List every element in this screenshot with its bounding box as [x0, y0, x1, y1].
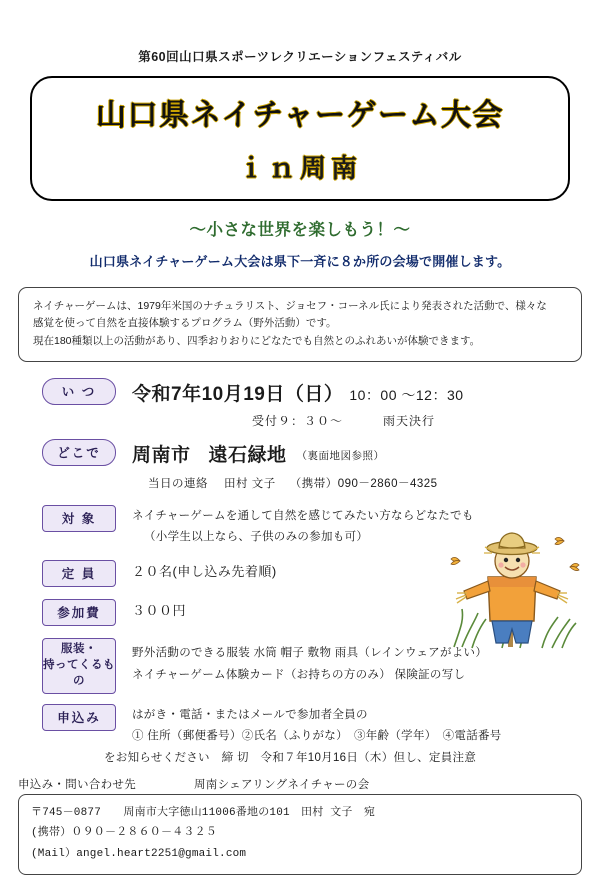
place-venue: 遠石緑地	[208, 444, 287, 466]
contact-postal: 〒745－0877 周南市大字徳山11006番地の101 田村 文子 宛	[31, 806, 376, 819]
apply-line-1: はがき・電話・またはメールで参加者全員の	[132, 709, 368, 722]
tag-where: どこで	[42, 439, 116, 466]
tag-when: い つ	[42, 378, 116, 405]
row-target	[18, 505, 582, 549]
place-map-note: （裏面地図参照）	[296, 449, 385, 462]
event-reception-row	[132, 412, 582, 429]
event-date: 令和7年10月19日（日）	[132, 383, 344, 405]
place-city: 周南市	[132, 444, 191, 466]
capacity-value: ２０名(申し込み先着順)	[132, 564, 277, 580]
row-target-body	[116, 505, 582, 549]
lead-text: 山口県ネイチャーゲーム大会は県下一斉に８か所の会場で開催します。	[89, 254, 511, 269]
day-contact-tel: （携帯）090－2860－4325	[289, 477, 438, 490]
day-contact-row	[132, 475, 582, 491]
festival-line: 第60回山口県スポーツレクリエーションフェスティバル	[138, 50, 462, 64]
apply-line-2: ① 住所（郵便番号）②氏名（ふりがな） ③年齢（学年） ④電話番号	[132, 730, 502, 743]
event-rain-note: 雨天決行	[383, 413, 436, 428]
contact-section	[18, 776, 582, 875]
intro-line-2: 感覚を使って自然を直接体験するプログラム（野外活動）です。	[33, 317, 337, 330]
page-subtitle: ｉｎ周南	[237, 153, 362, 183]
row-when	[18, 378, 582, 429]
tag-apply: 申込み	[42, 704, 116, 731]
contact-mail: (Mail）angel.heart2251@gmail.com	[31, 847, 247, 860]
row-apply	[18, 704, 582, 769]
catchphrase: 〜小さな世界を楽しもう！〜	[189, 221, 411, 239]
bring-line-1: 野外活動のできる服装 水筒 帽子 敷物 雨具（レインウェアがよい）	[132, 647, 488, 660]
day-contact-label: 当日の連絡	[148, 477, 208, 490]
fee-value: ３００円	[132, 603, 187, 619]
intro-line-3: 現在180種類以上の活動があり、四季おりおりにどなたでも自然とのふれあいが体験できます。	[33, 334, 481, 347]
row-capacity-body	[116, 560, 582, 580]
row-bring-body	[116, 638, 582, 686]
row-fee-body	[116, 599, 582, 619]
contact-title	[18, 776, 582, 792]
tag-bring-line-1: 服装・	[61, 643, 97, 656]
row-fee	[18, 599, 582, 626]
tag-bring-line-2: 持ってくるもの	[43, 658, 115, 687]
flyer-page	[0, 47, 600, 896]
title-box	[30, 76, 570, 201]
intro-line-1: ネイチャーゲームは、1979年米国のナチュラリスト、ジョセフ・コーネル氏により発表された活動で、様々な	[33, 300, 547, 312]
row-where-body	[116, 439, 582, 491]
event-reception: 受付９：３０～	[252, 413, 344, 428]
row-capacity	[18, 560, 582, 587]
target-line-2: （小学生以上なら、子供のみの参加も可）	[144, 531, 369, 544]
contact-mobile: (携帯）０９０－２８６０－４３２５	[31, 827, 217, 840]
tag-fee: 参加費	[42, 599, 116, 626]
apply-line-3: をお知らせください 締 切 令和７年10月16日（木）但し、定員注意	[104, 751, 477, 764]
row-apply-body	[104, 704, 582, 769]
tag-bring	[42, 638, 116, 694]
row-where	[18, 439, 582, 491]
intro-box	[18, 287, 582, 362]
row-when-body	[116, 378, 582, 429]
bring-line-2: ネイチャーゲーム体験カード（お持ちの方のみ） 保険証の写し	[132, 668, 466, 681]
contact-org: 周南シェアリングネイチャーの会	[194, 778, 370, 791]
tag-target: 対 象	[42, 505, 116, 532]
event-time: 10：00 ～12：30	[349, 386, 464, 403]
day-contact-name: 田村 文子	[224, 477, 276, 490]
row-bring	[18, 638, 582, 694]
info-rows	[0, 378, 600, 769]
page-title: 山口県ネイチャーゲーム大会	[96, 99, 504, 132]
target-line-1: ネイチャーゲームを通して自然を感じてみたい方ならどなたでも	[132, 509, 474, 522]
contact-title-label: 申込み・問い合わせ先	[18, 778, 136, 791]
tag-capacity: 定 員	[42, 560, 116, 587]
contact-box	[18, 794, 582, 875]
